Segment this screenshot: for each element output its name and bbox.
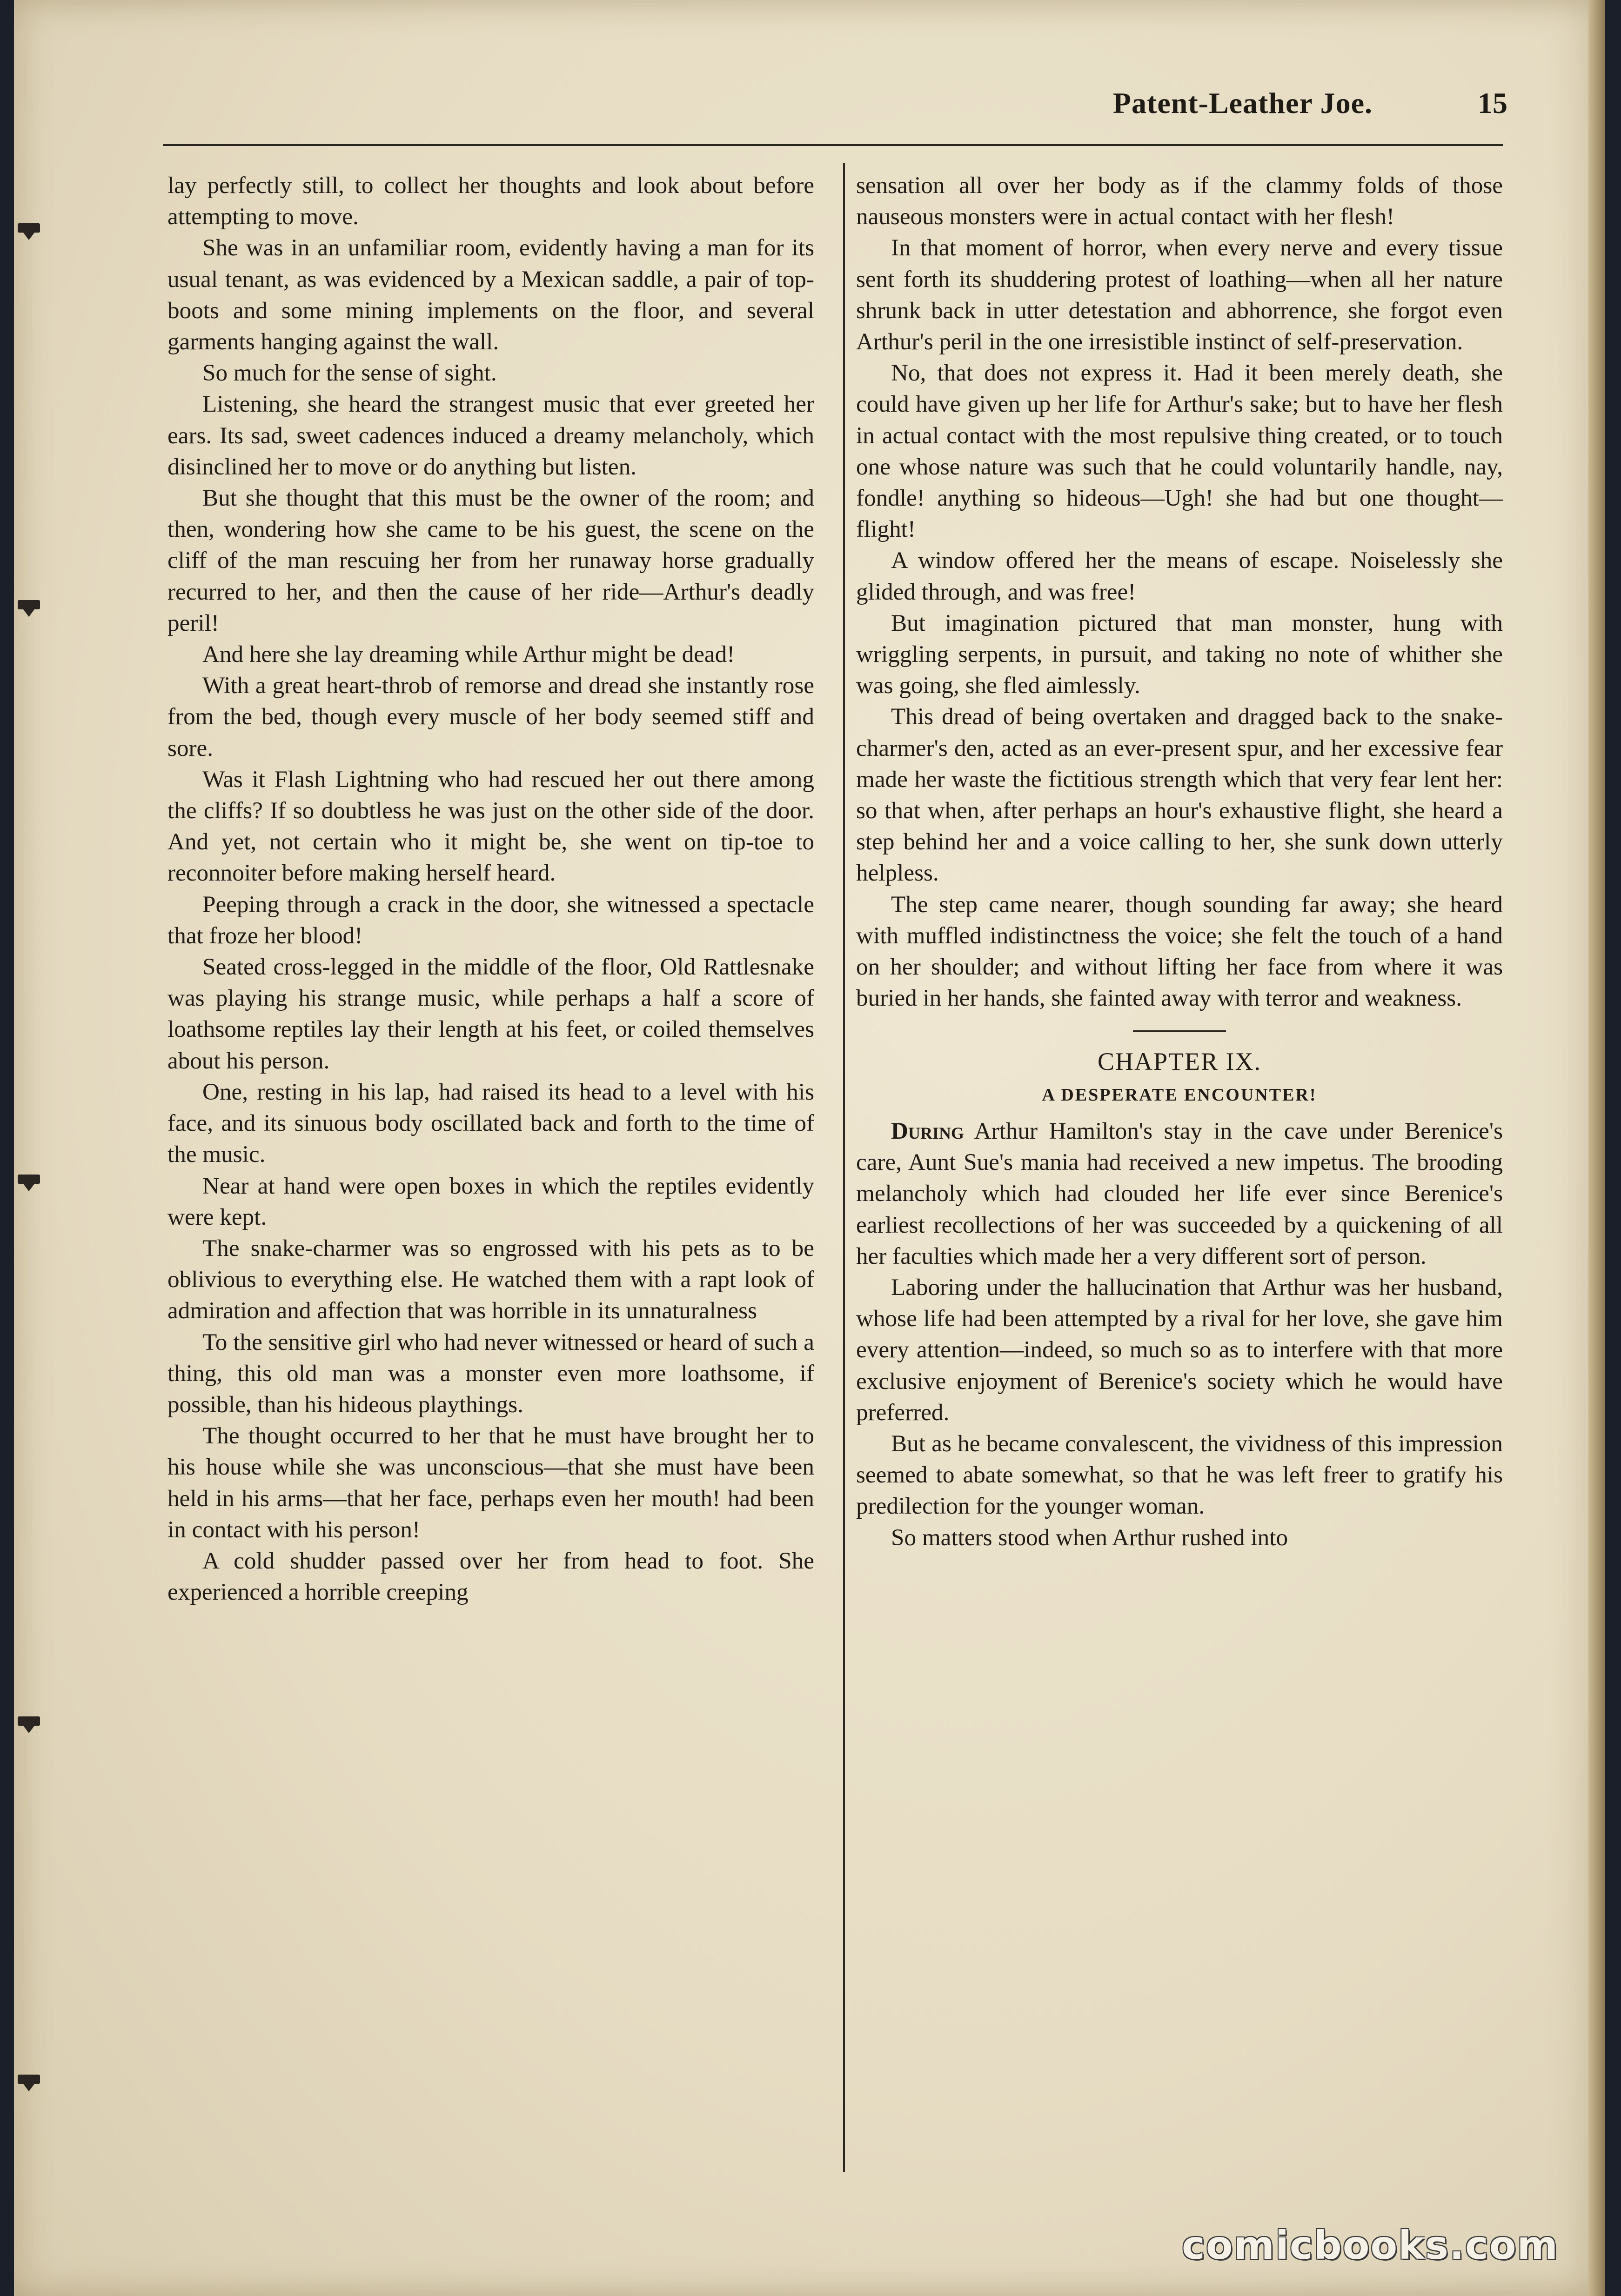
page-edge [1588, 0, 1605, 2296]
book-page [14, 0, 1605, 2296]
header-rule [163, 144, 1503, 146]
page-header [158, 81, 1507, 137]
paragraph: With a great heart-throb of remorse and dread she instantly rose from the bed, though every muscle of her body seemed stiff and sore. [167, 672, 814, 761]
paragraph: sensation all over her body as if the clammy folds of those nauseous monsters were in actual contact with her flesh! [856, 172, 1503, 230]
paragraph: Listening, she heard the strangest music that ever greeted her ears. Its sad, sweet cadences induced a dreamy melancholy, which disinclined her to move or do anything but listen. [167, 391, 814, 480]
paragraph: But she thought that this must be the owner of the room; and then, wondering how she came to be his guest, the scene on the cliff of the man rescuing her from her runaway horse gradually recurred to her, and then the cause of her ride—Arthur's deadly peril! [167, 485, 814, 636]
left-column [167, 170, 814, 1608]
paragraph: To the sensitive girl who had never witnessed or heard of such a thing, this old man was a monster even more loathsome, if possible, than his hideous playthings. [167, 1328, 814, 1418]
paragraph-text: Arthur Hamilton's stay in the cave under Berenice's care, Aunt Sue's mania had received a new impetus. The brooding melancholy which had clouded her life ever since Berenice's earliest recollections of her was succeeded by a quickening of all her faculties which made her a very different sort of person. [856, 1117, 1503, 1269]
page-number: 15 [1478, 87, 1507, 120]
paragraph: Peeping through a crack in the door, she witnessed a spectacle that froze her blood! [167, 891, 814, 949]
paragraph: Laboring under the hallucination that Arthur was her husband, whose life had been attempted by a rival for her love, she gave him every attention—indeed, so much so as to interfere with that more exclusive enjoyment of Berenice's society which he would have preferred. [856, 1274, 1503, 1426]
drop-word: During [891, 1117, 964, 1144]
paragraph: Was it Flash Lightning who had rescued her out there among the cliffs? If so doubtless he was just on the other side of the door. And yet, not certain who it might be, she went on tip-toe to reconnoiter before making herself heard. [167, 766, 814, 887]
paragraph: This dread of being overtaken and dragged back to the snake-charmer's den, acted as an ever-present spur, and her excessive fear made her waste the fictitious strength which that very fear lent her: so that when, after perhaps an hour's exhaustive flight, she heard a step behind her and a voice calling to her, she sunk down utterly helpless. [856, 703, 1503, 887]
binding-tick [18, 1175, 40, 1184]
chapter-title: CHAPTER IX. [1097, 1048, 1261, 1076]
paragraph: But imagination pictured that man monster, hung with wriggling serpents, in pursuit, and taking no note of whither she was going, she fled aimlessly. [856, 609, 1503, 699]
paragraph: So matters stood when Arthur rushed into [891, 1524, 1288, 1551]
paragraph: A window offered her the means of escape. Noiselessly she glided through, and was free! [856, 547, 1503, 605]
paragraph: She was in an unfamiliar room, evidently having a man for its usual tenant, as was evidenced by a Mexican saddle, a pair of top-boots and some mining implements on the floor, and several garments hanging against the wall. [167, 234, 814, 355]
binding-tick [18, 600, 40, 609]
binding-tick [18, 2075, 40, 2084]
watermark-logo: comicbooks.com [1182, 2223, 1559, 2268]
paragraph: The thought occurred to her that he must have brought her to his house while she was unconscious—that she must have been held in his arms—that her face, perhaps even her mouth! had been in contact with his person! [167, 1422, 814, 1543]
paragraph: The step came nearer, though sounding far away; she heard with muffled indistinctness the voice; she felt the touch of a hand on her shoulder; and without lifting her face from where it was buried in her hands, she fainted away with terror and weakness. [856, 891, 1503, 1012]
paragraph: No, that does not express it. Had it been merely death, she could have given up her life for Arthur's sake; but to have her flesh in actual contact with the most repulsive thing created, or to touch one whose nature was such that he could voluntarily handle, nay, fondle! anything so hideous—Ugh! she had but one thought—flight! [856, 360, 1503, 543]
right-column [856, 170, 1503, 1553]
chapter-subtitle: A DESPERATE ENCOUNTER! [1042, 1085, 1317, 1105]
binding-tick [18, 1716, 40, 1726]
chapter-rule [1133, 1030, 1226, 1032]
paragraph: So much for the sense of sight. [202, 360, 497, 387]
paragraph: One, resting in his lap, had raised its head to a level with his face, and its sinuous body oscillated back and forth to the time of the music. [167, 1078, 814, 1168]
paragraph: But as he became convalescent, the vividness of this impression seemed to abate somewhat, so that he was left freer to gratify his predilection for the younger woman. [856, 1430, 1503, 1520]
paragraph: lay perfectly still, to collect her thoughts and look about before attempting to move. [167, 172, 814, 230]
paragraph: The snake-charmer was so engrossed with his pets as to be oblivious to everything else. He watched them with a rapt look of admiration and affection that was horrible in its unnaturalness [167, 1235, 814, 1324]
running-title: Patent-Leather Joe. [1112, 87, 1373, 120]
column-divider [843, 163, 845, 2172]
paragraph: A cold shudder passed over her from head to foot. She experienced a horrible creeping [167, 1547, 814, 1606]
binding-tick [18, 223, 40, 233]
paragraph [856, 1115, 1503, 1272]
paragraph: Seated cross-legged in the middle of the floor, Old Rattlesnake was playing his strange music, while perhaps a half a score of loathsome reptiles lay their length at his feet, or coiled themselves about his person. [167, 954, 814, 1074]
paragraph: Near at hand were open boxes in which the reptiles evidently were kept. [167, 1172, 814, 1230]
paragraph: And here she lay dreaming while Arthur might be dead! [202, 641, 735, 668]
paragraph: In that moment of horror, when every nerve and every tissue sent forth its shuddering protest of loathing—when all her nature shrunk back in utter detestation and abhorrence, she forgot even Arthur's peril in the one irresistible instinct of self-preservation. [856, 234, 1503, 355]
